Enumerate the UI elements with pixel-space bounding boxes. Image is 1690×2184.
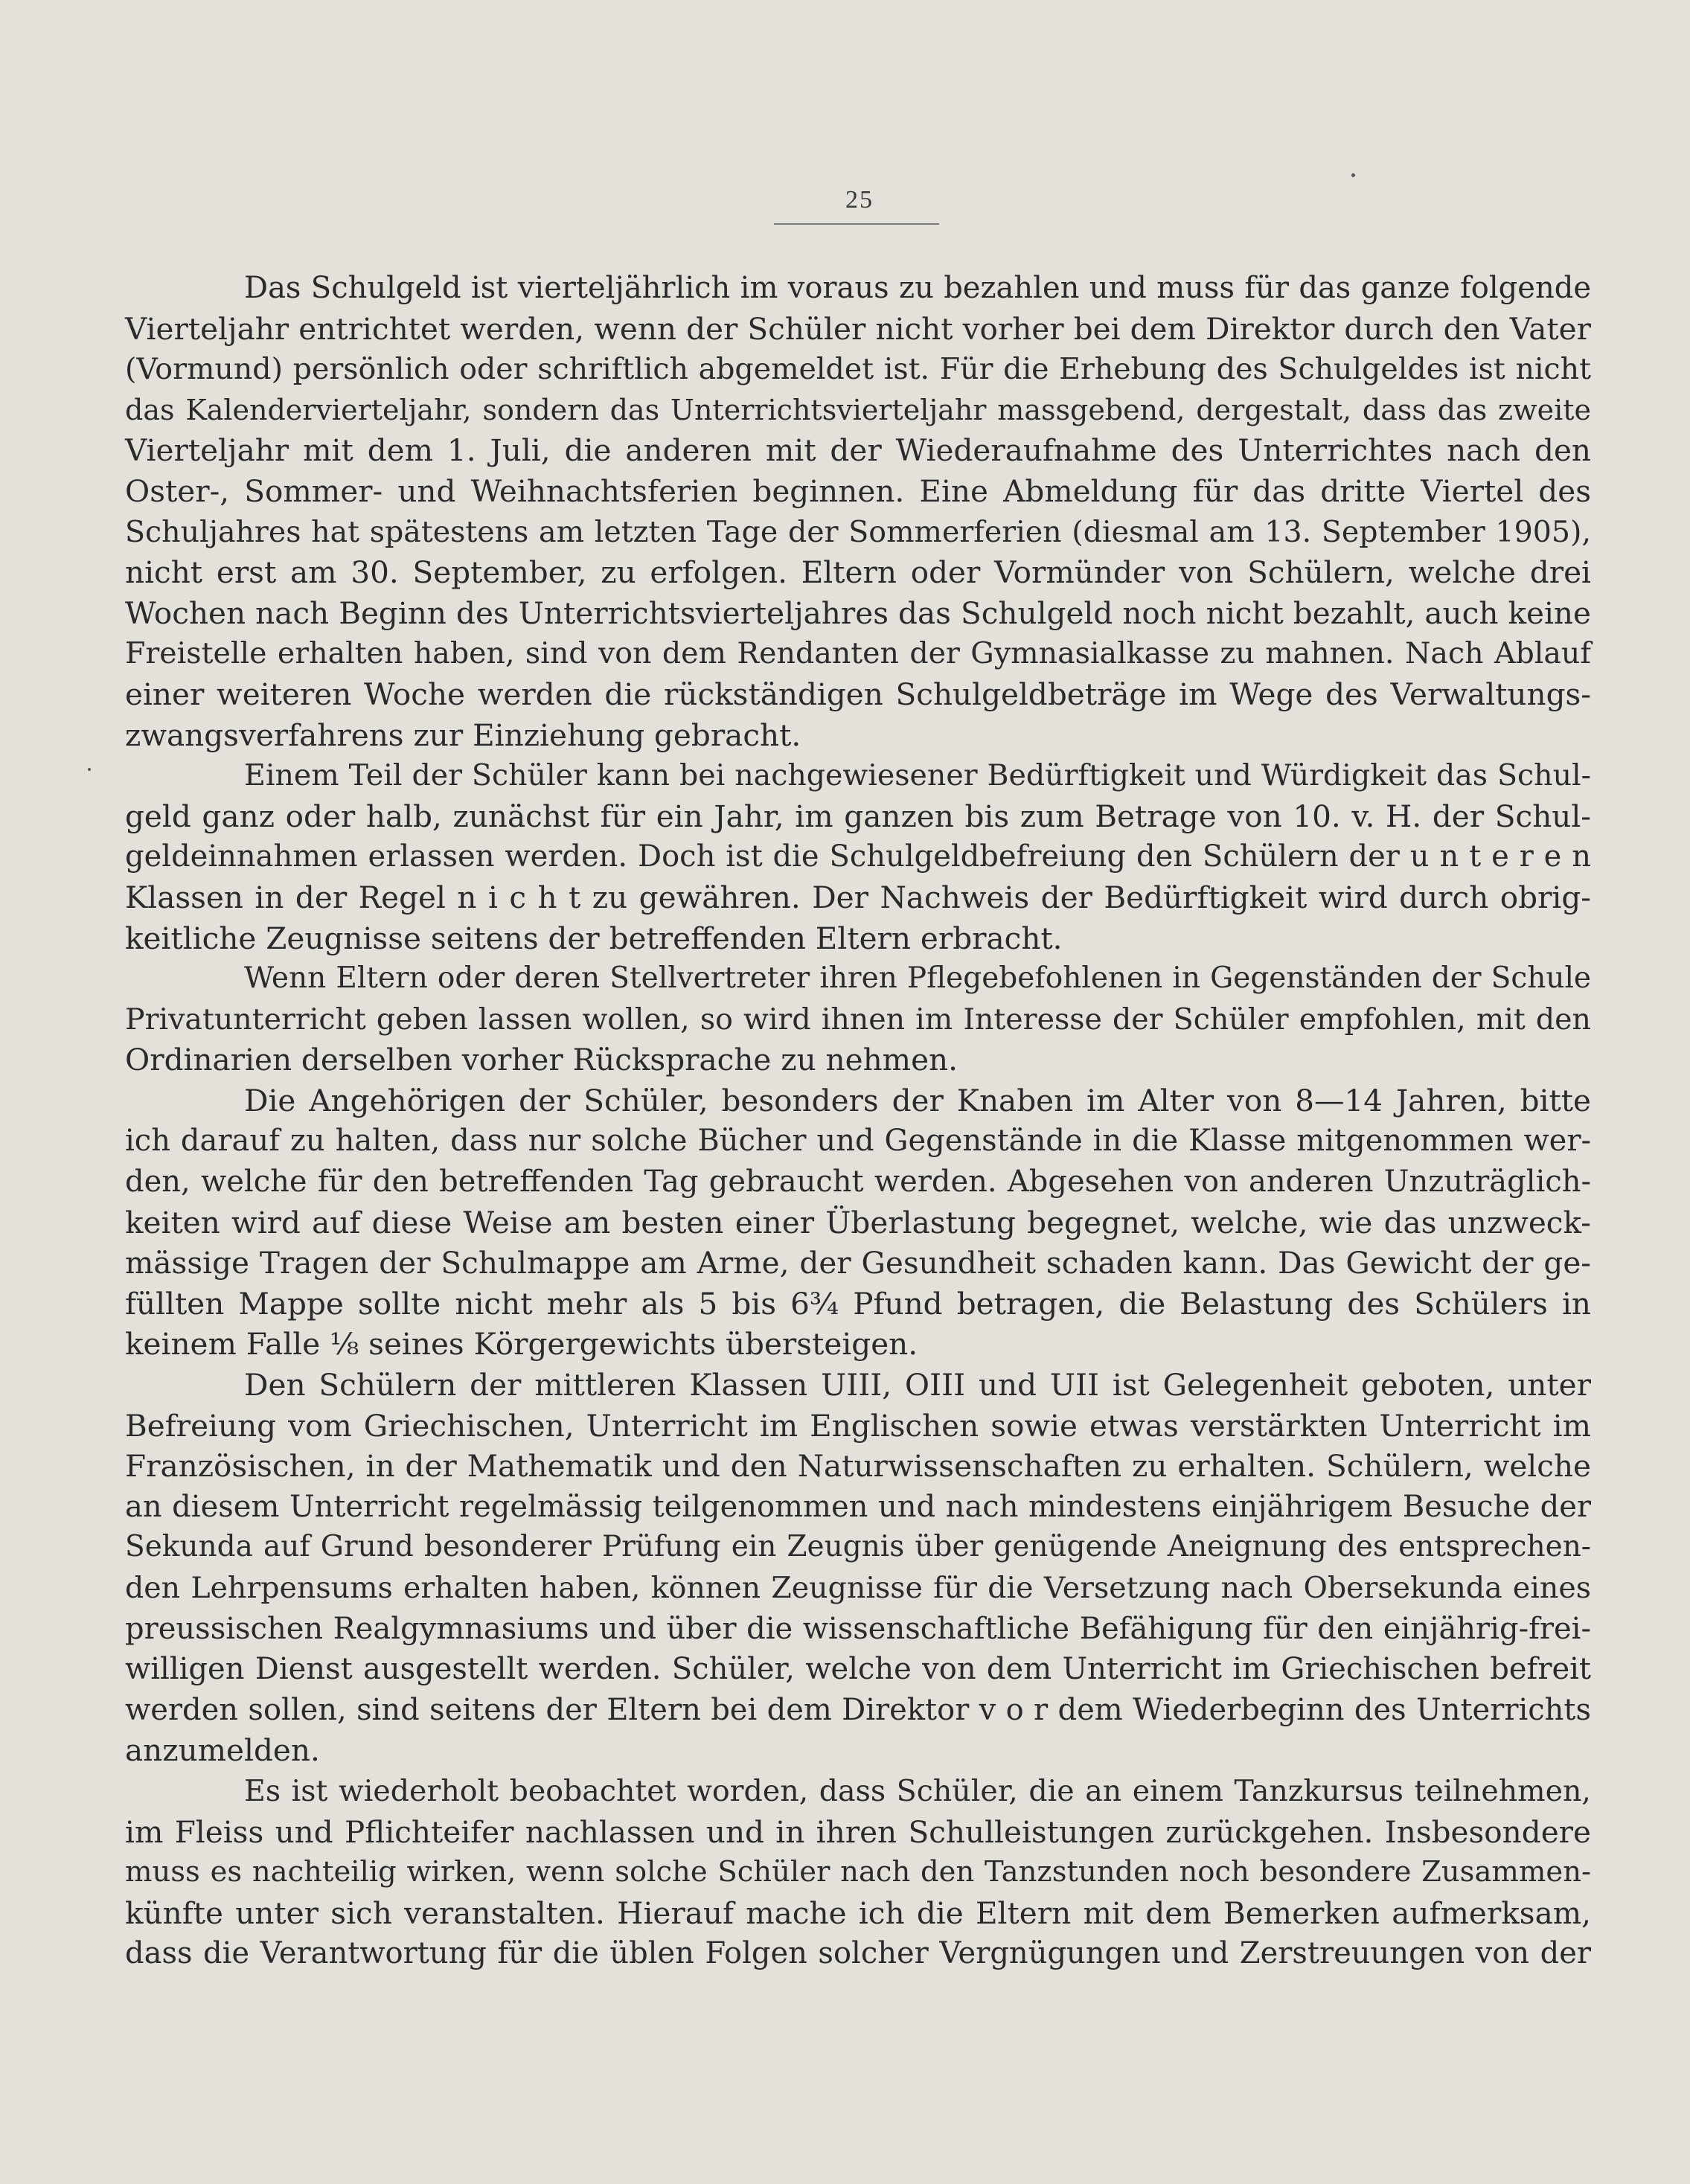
text-line: anzumelden. (125, 1732, 320, 1769)
text-line: einer weiteren Woche werden die rückständigen Schulgeldbeträge im Wege des Verwaltungs- (125, 676, 1591, 712)
text-line: Befreiung vom Griechischen, Unterricht im Englischen sowie etwas verstärkten Unterricht im (125, 1407, 1591, 1444)
text-line: Sekunda auf Grund besonderer Prüfung ein Zeugnis über genügende Aneignung des entsprechen- (125, 1530, 1591, 1564)
text-line: zwangsverfahrens zur Einziehung gebracht. (125, 717, 801, 753)
paragraph-first-line: Den Schülern der mittleren Klassen UIII, OIII und UII ist Gelegenheit geboten, unter (244, 1367, 1591, 1403)
text-line: keitliche Zeugnisse seitens der betreffenden Eltern erbracht. (125, 920, 1063, 956)
text-line: Schuljahres hat spätestens am letzten Tage der Sommerferien (diesmal am 13. September 1905), (125, 514, 1591, 549)
paragraph-first-line: Es ist wiederholt beobachtet worden, dass Schüler, die an einem Tanzkursus teilnehmen, (244, 1773, 1591, 1808)
paper-speck (1351, 173, 1355, 177)
text-line: willigen Dienst ausgestellt werden. Schüler, welche von dem Unterricht im Griechischen befreit (125, 1652, 1591, 1687)
text-line: keiten wird auf diese Weise am besten einer Überlastung begegnet, welche, wie das unzweck- (125, 1204, 1591, 1240)
text-line: geldeinnahmen erlassen werden. Doch ist die Schulgeldbefreiung den Schülern der u n t e r e n (125, 839, 1591, 874)
text-line: mässige Tragen der Schulmappe am Arme, der Gesundheit schaden kann. Das Gewicht der ge- (125, 1245, 1591, 1281)
paragraph-first-line: Die Angehörigen der Schüler, besonders der Knaben im Alter von 8—14 Jahren, bitte (244, 1082, 1591, 1118)
text-line: werden sollen, sind seitens der Eltern bei dem Direktor v o r dem Wiederbeginn des Unterrichts (125, 1692, 1591, 1727)
paper-speck (88, 768, 91, 771)
text-line: nicht erst am 30. September, zu erfolgen. Eltern oder Vormünder von Schülern, welche drei (125, 554, 1591, 591)
text-line: Ordinarien derselben vorher Rücksprache zu nehmen. (125, 1042, 958, 1078)
paragraph-first-line: Das Schulgeld ist vierteljährlich im voraus zu bezahlen und muss für das ganze folgende (244, 271, 1591, 305)
page-number: 25 (845, 186, 874, 214)
paragraph-first-line: Einem Teil der Schüler kann bei nachgewiesener Bedürftigkeit und Würdigkeit das Schul- (244, 758, 1591, 793)
text-line: preussischen Realgymnasiums und über die wissenschaftliche Befähigung für den einjährig-frei- (125, 1611, 1591, 1646)
text-line: muss es nachteilig wirken, wenn solche Schüler nach den Tanzstunden noch besondere Zusammen- (125, 1855, 1591, 1889)
text-line: Privatunterricht geben lassen wollen, so wird ihnen im Interesse der Schüler empfohlen, mit den (125, 1002, 1591, 1037)
text-line: füllten Mappe sollte nicht mehr als 5 bis 6¾ Pfund betragen, die Belastung des Schülers in (125, 1285, 1591, 1322)
body-text (125, 268, 1591, 1974)
text-line: Freistelle erhalten haben, sind von dem Rendanten der Gymnasialkasse zu mahnen. Nach Ablauf (125, 636, 1591, 671)
text-line: Oster-, Sommer- und Weihnachtsferien beginnen. Eine Abmeldung für das dritte Viertel des (125, 473, 1591, 509)
page-number-rule (774, 223, 939, 225)
text-line: den Lehrpensums erhalten haben, können Zeugnisse für die Versetzung nach Obersekunda eines (125, 1571, 1591, 1605)
text-line: Klassen in der Regel n i c h t zu gewähren. Der Nachweis der Bedürftigkeit wird durch obrig- (125, 879, 1591, 915)
text-line: ich darauf zu halten, dass nur solche Bücher und Gegenstände in die Klasse mitgenommen wer- (125, 1124, 1591, 1159)
text-line: (Vormund) persönlich oder schriftlich abgemeldet ist. Für die Erhebung des Schulgeldes ist nicht (125, 352, 1591, 387)
text-line: das Kalendervierteljahr, sondern das Unterrichtsvierteljahr massgebend, dergestalt, dass das zweite (125, 393, 1591, 426)
text-line: Vierteljahr entrichtet werden, wenn der Schüler nicht vorher bei dem Direktor durch den Vater (125, 310, 1591, 347)
text-line: künfte unter sich veranstalten. Hierauf mache ich die Eltern mit dem Bemerken aufmerksam, (125, 1895, 1591, 1931)
text-line: an diesem Unterricht regelmässig teilgenommen und nach mindestens einjährigem Besuche der (125, 1489, 1591, 1524)
paragraph-first-line: Wenn Eltern oder deren Stellvertreter ihren Pflegebefohlenen in Gegenständen der Schule (244, 961, 1591, 996)
text-line: Französischen, in der Mathematik und den Naturwissenschaften zu erhalten. Schülern, welche (125, 1448, 1591, 1485)
text-line: den, welche für den betreffenden Tag gebraucht werden. Abgesehen von anderen Unzuträglich- (125, 1165, 1591, 1200)
text-line: Wochen nach Beginn des Unterrichtsvierteljahres das Schulgeld noch nicht bezahlt, auch keine (125, 595, 1591, 631)
text-line: Vierteljahr mit dem 1. Juli, die anderen mit der Wiederaufnahme des Unterrichtes nach den (125, 432, 1591, 469)
text-line: geld ganz oder halb, zunächst für ein Jahr, im ganzen bis zum Betrage von 10. v. H. der Schul- (125, 798, 1591, 834)
text-line: keinem Falle ⅛ seines Körgergewichts übersteigen. (125, 1326, 918, 1362)
text-line: im Fleiss und Pflichteifer nachlassen und in ihren Schulleistungen zurückgehen. Insbesondere (125, 1813, 1591, 1850)
text-line: dass die Verantwortung für die üblen Folgen solcher Vergnügungen und Zerstreuungen von der (125, 1936, 1591, 1971)
